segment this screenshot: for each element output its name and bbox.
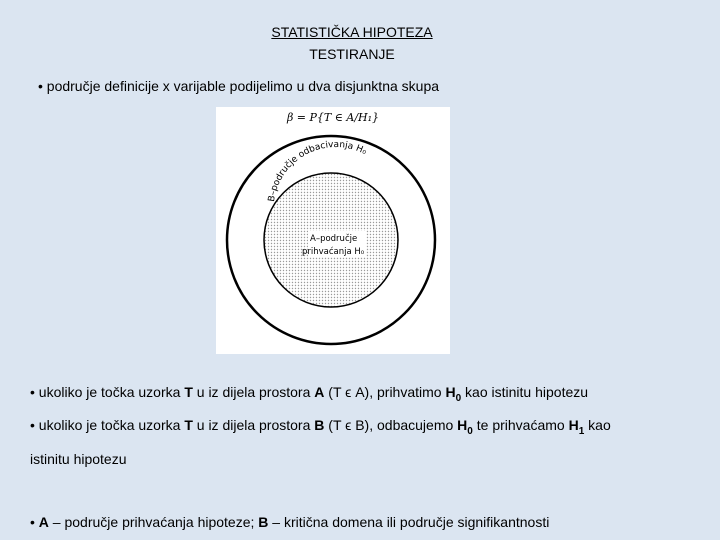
outer-region-label: B–područje odbacivanja H₀ <box>267 139 369 203</box>
hypothesis-diagram <box>216 107 450 354</box>
formula-text: β = P{T ∈ A/H₁} <box>286 111 380 124</box>
inner-label-line1: A–područje <box>310 234 358 244</box>
bullet-reject-h0-continuation: istinitu hipotezu <box>30 451 127 467</box>
bullet-definitions: • A – područje prihvaćanja hipoteze; B – kritična domena ili područje signifikantnosti <box>30 514 550 530</box>
page-title: STATISTIČKA HIPOTEZA <box>271 24 433 40</box>
bullet-accept-h0: • ukoliko je točka uzorka T u iz dijela prostora A (T ϵ A), prihvatimo $H_0$ kao istinitu hipotezu <box>30 384 589 404</box>
bullet-reject-h0: • ukoliko je točka uzorka T u iz dijela prostora B (T ϵ B), odbacujemo $H_0$ te prihvaćamo $H_1$ kao <box>30 417 611 437</box>
diagram-svg <box>216 107 450 354</box>
inner-label-line2: prihvaćanja H₀ <box>302 247 365 257</box>
page-subtitle: TESTIRANJE <box>309 46 395 62</box>
bullet-disjoint-sets: • područje definicije x varijable podijelimo u dva disjunktna skupa <box>38 78 440 94</box>
